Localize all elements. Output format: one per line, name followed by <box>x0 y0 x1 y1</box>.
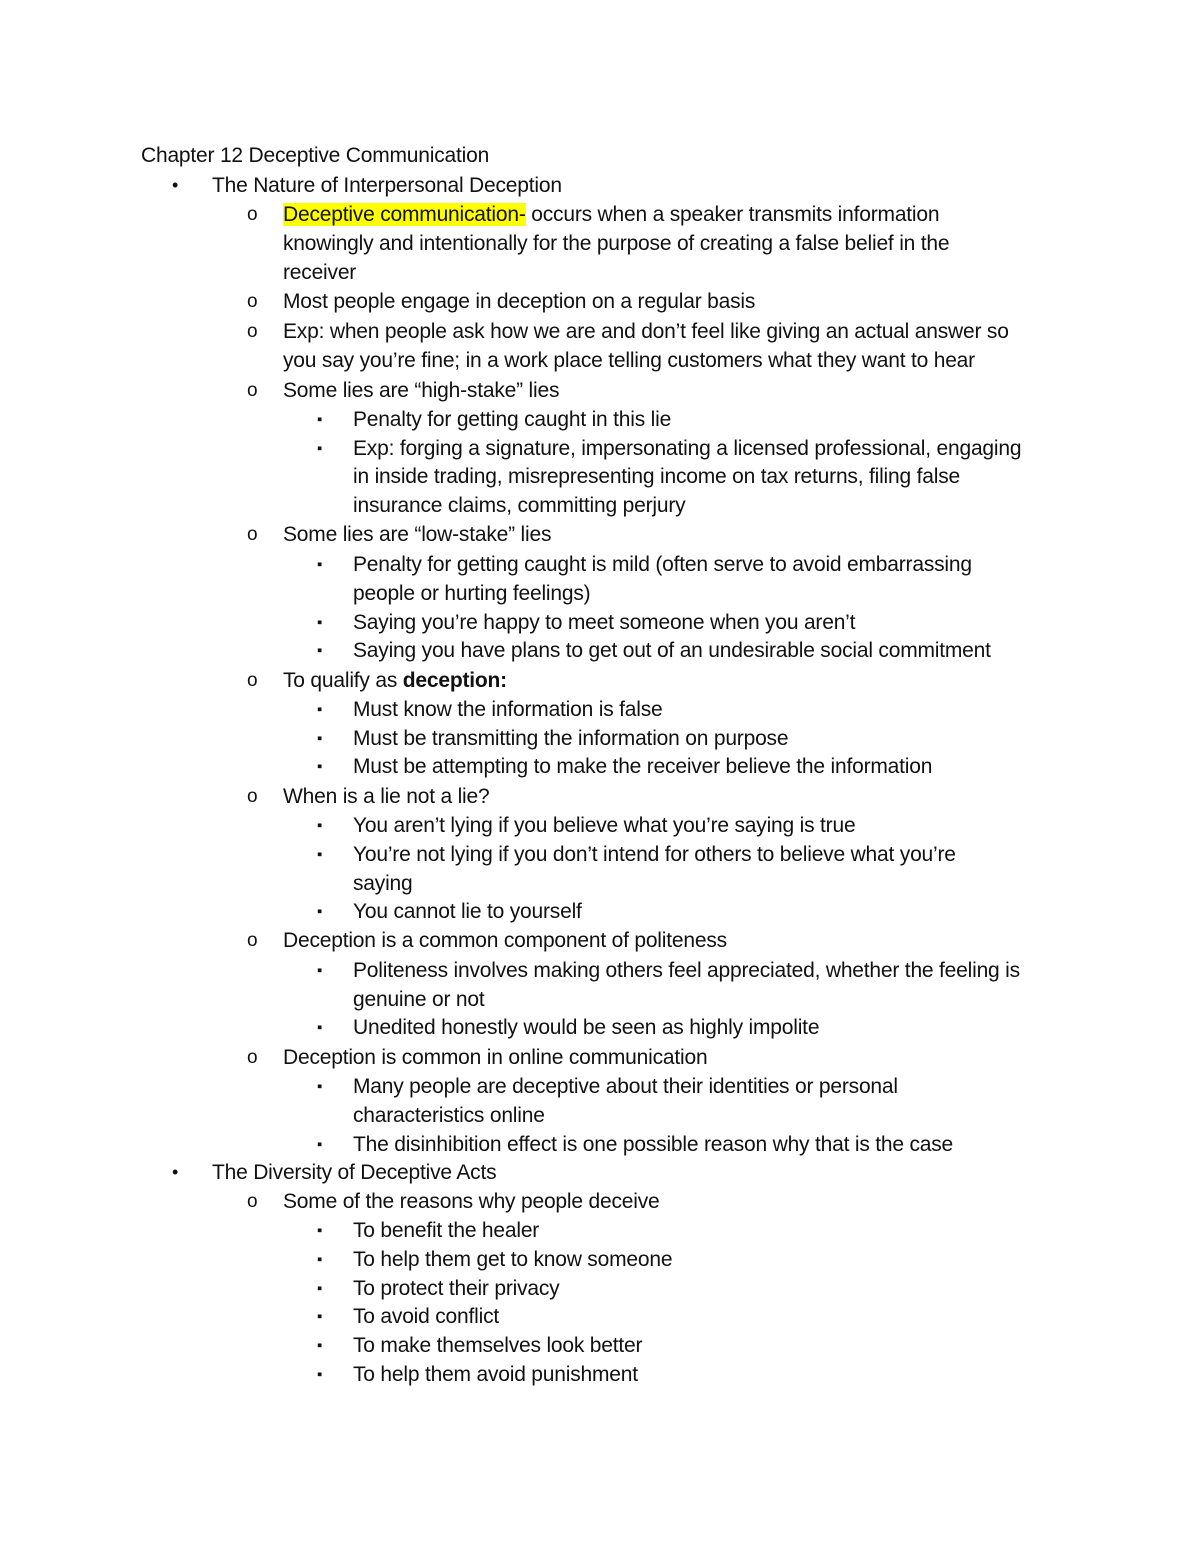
bullet: ▪ <box>317 758 323 775</box>
bullet: ▪ <box>317 1222 323 1239</box>
sub-item: To help them avoid punishment <box>353 1363 638 1386</box>
sub-item: To protect their privacy <box>353 1277 560 1300</box>
bullet: ▪ <box>317 1366 323 1383</box>
bullet: o <box>247 321 258 342</box>
bullet: ▪ <box>317 411 323 428</box>
sub-item: Many people are deceptive about their identities or personal <box>353 1075 898 1098</box>
highlighted-term: Deceptive communication- <box>283 203 526 226</box>
qualify-prefix: To qualify as <box>283 669 403 692</box>
list-item: Most people engage in deception on a regular basis <box>283 290 756 313</box>
definition-line <box>283 200 939 229</box>
bullet: o <box>247 380 258 401</box>
sub-item-continued: in inside trading, misrepresenting income on tax returns, filing false <box>353 465 960 488</box>
bullet: ▪ <box>317 1136 323 1153</box>
bullet: o <box>247 291 258 312</box>
section-heading: The Nature of Interpersonal Deception <box>212 174 562 197</box>
bullet: ▪ <box>317 701 323 718</box>
bullet: ▪ <box>317 1308 323 1325</box>
list-item: Deception is common in online communication <box>283 1046 708 1069</box>
list-item: Some of the reasons why people deceive <box>283 1190 660 1213</box>
sub-item: Must be transmitting the information on purpose <box>353 727 789 750</box>
list-item: Exp: when people ask how we are and don’t feel like giving an actual answer so <box>283 320 1009 343</box>
bullet: ▪ <box>317 1337 323 1354</box>
bullet: o <box>247 670 258 691</box>
bullet: ▪ <box>317 903 323 920</box>
bullet: ▪ <box>317 642 323 659</box>
sub-item: To help them get to know someone <box>353 1248 673 1271</box>
list-item <box>283 666 507 695</box>
bullet: ▪ <box>317 846 323 863</box>
sub-item-continued: characteristics online <box>353 1104 545 1127</box>
sub-item-continued: people or hurting feelings) <box>353 582 591 605</box>
sub-item: You’re not lying if you don’t intend for others to believe what you’re <box>353 843 956 866</box>
sub-item-continued: insurance claims, committing perjury <box>353 494 686 517</box>
bullet: o <box>247 786 258 807</box>
bullet: ▪ <box>317 730 323 747</box>
bullet: ▪ <box>317 1019 323 1036</box>
bullet: o <box>247 1191 258 1212</box>
section-heading: The Diversity of Deceptive Acts <box>212 1161 497 1184</box>
sub-item: To make themselves look better <box>353 1334 643 1357</box>
sub-item: Politeness involves making others feel appreciated, whether the feeling is <box>353 959 1020 982</box>
definition-text: occurs when a speaker transmits information <box>525 203 940 226</box>
sub-item: To avoid conflict <box>353 1305 500 1328</box>
sub-item: Saying you have plans to get out of an undesirable social commitment <box>353 639 991 662</box>
sub-item: Penalty for getting caught is mild (often serve to avoid embarrassing <box>353 553 972 576</box>
list-item: When is a lie not a lie? <box>283 785 490 808</box>
bullet: ▪ <box>317 1078 323 1095</box>
sub-item: Exp: forging a signature, impersonating a licensed professional, engaging <box>353 437 1022 460</box>
sub-item: Must know the information is false <box>353 698 663 721</box>
bullet: ▪ <box>317 440 323 457</box>
bullet: • <box>172 1162 179 1182</box>
bullet: ▪ <box>317 556 323 573</box>
sub-item: You aren’t lying if you believe what you’re saying is true <box>353 814 856 837</box>
bullet: ▪ <box>317 962 323 979</box>
bullet: o <box>247 930 258 951</box>
sub-item: You cannot lie to yourself <box>353 900 582 923</box>
bullet: o <box>247 1047 258 1068</box>
sub-item: Saying you’re happy to meet someone when you aren’t <box>353 611 856 634</box>
list-item: Some lies are “high-stake” lies <box>283 379 560 402</box>
bullet: o <box>247 524 258 545</box>
sub-item: To benefit the healer <box>353 1219 540 1242</box>
definition-continued: knowingly and intentionally for the purpose of creating a false belief in the <box>283 232 950 255</box>
bullet: • <box>172 175 179 195</box>
list-item: Some lies are “low-stake” lies <box>283 523 552 546</box>
bullet: ▪ <box>317 1280 323 1297</box>
sub-item-continued: saying <box>353 872 413 895</box>
sub-item: The disinhibition effect is one possible reason why that is the case <box>353 1133 954 1156</box>
sub-item-continued: genuine or not <box>353 988 485 1011</box>
sub-item: Must be attempting to make the receiver believe the information <box>353 755 933 778</box>
bullet: ▪ <box>317 817 323 834</box>
list-item: Deception is a common component of politeness <box>283 929 727 952</box>
list-item-continued: you say you’re fine; in a work place telling customers what they want to hear <box>283 349 975 372</box>
document-title: Chapter 12 Deceptive Communication <box>141 144 490 167</box>
bullet: ▪ <box>317 1251 323 1268</box>
sub-item: Unedited honestly would be seen as highly impolite <box>353 1016 820 1039</box>
sub-item: Penalty for getting caught in this lie <box>353 408 672 431</box>
qualify-bold-term: deception: <box>402 669 507 692</box>
bullet: ▪ <box>317 614 323 631</box>
bullet: o <box>247 204 258 225</box>
definition-continued: receiver <box>283 261 357 284</box>
